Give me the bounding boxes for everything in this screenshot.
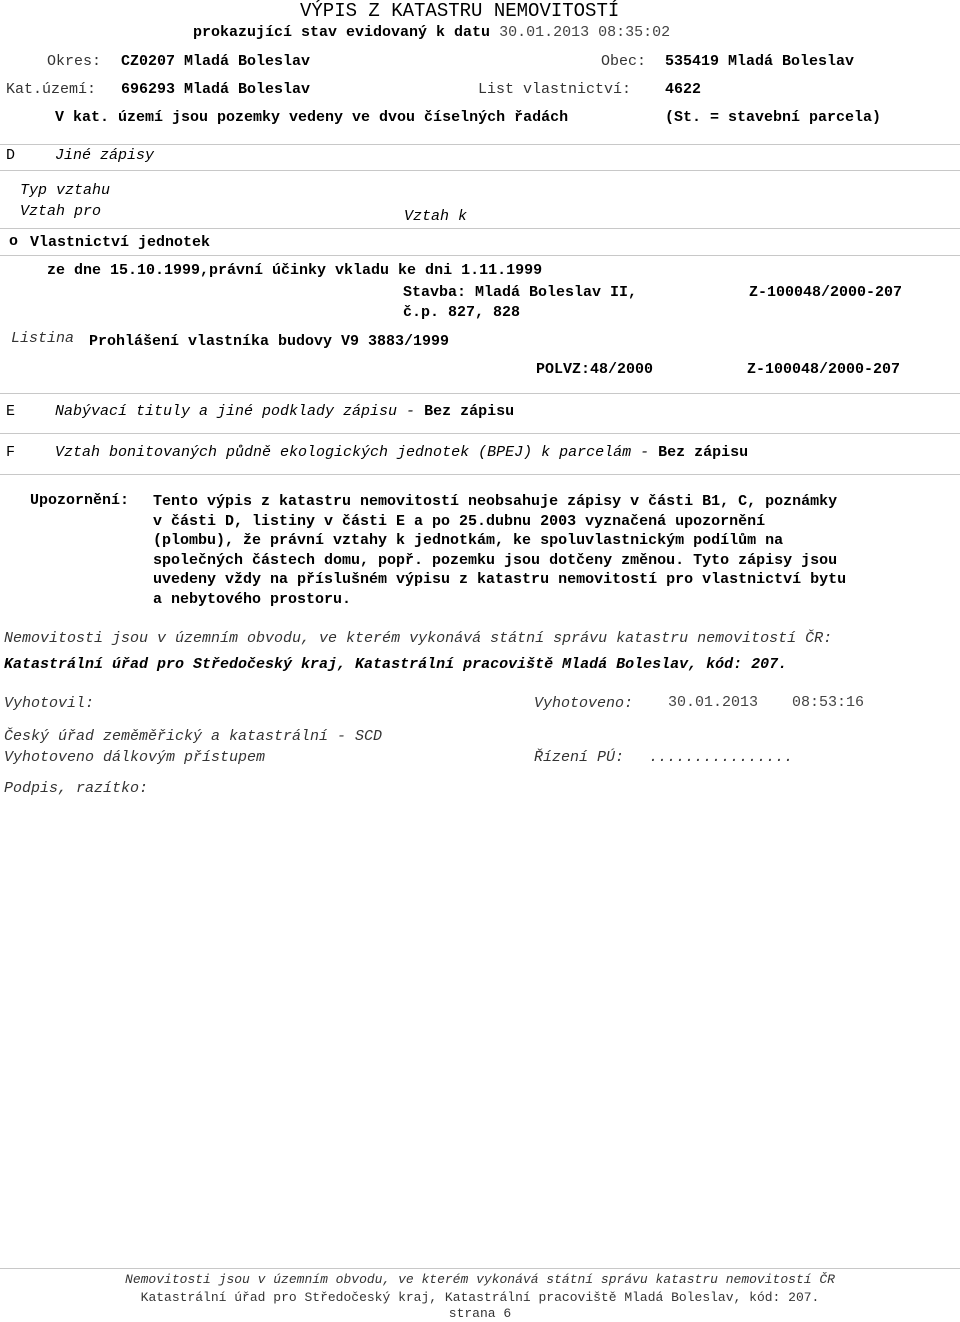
office-name-scd: Český úřad zeměměřický a katastrální - SCD (4, 728, 383, 745)
divider (0, 433, 960, 434)
column-typ-vztahu: Typ vztahu (20, 182, 111, 199)
warning-label: Upozornění: (30, 492, 130, 509)
reference-number: Z-100048/2000-207 (749, 284, 903, 301)
list-vlastnictvi-label: List vlastnictví: (478, 81, 632, 98)
parcel-series-note: V kat. území jsou pozemky vedeny ve dvou číselných řadách (55, 109, 569, 126)
section-f-letter: F (6, 444, 16, 461)
rizeni-value: ................ (649, 749, 794, 766)
vlastnictvi-jednotek-label: Vlastnictví jednotek (30, 234, 211, 251)
section-e-title: Nabývací tituly a jiné podklady zápisu - (55, 403, 416, 420)
obec-label: Obec: (601, 53, 647, 70)
remote-access-note: Vyhotoveno dálkovým přístupem (4, 749, 266, 766)
section-e-letter: E (6, 403, 16, 420)
vyhotoveno-date: 30.01.2013 (668, 694, 759, 711)
list-vlastnictvi-value: 4622 (665, 81, 702, 98)
rizeni-label: Řízení PÚ: (534, 749, 625, 766)
vyhotovil-label: Vyhotovil: (4, 695, 95, 712)
divider (0, 144, 960, 145)
obec-value: 535419 Mladá Boleslav (665, 53, 855, 70)
entry-date: ze dne 15.10.1999,právní účinky vkladu ke dni 1.11.1999 (47, 262, 543, 279)
warning-line: (plombu), že právní vztahy k jednotkám, ke spoluvlastnickým podílům na (153, 532, 784, 549)
divider (0, 170, 960, 171)
section-e-heading (55, 403, 514, 421)
divider (0, 255, 960, 256)
column-vztah-k: Vztah k (404, 208, 468, 225)
okres-label: Okres: (47, 53, 102, 70)
subtitle-datetime: 30.01.2013 08:35:02 (499, 24, 671, 41)
section-f-heading (55, 444, 748, 462)
divider (0, 474, 960, 475)
document-title: VÝPIS Z KATASTRU NEMOVITOSTÍ (300, 0, 620, 22)
stavba-line1: Stavba: Mladá Boleslav II, (403, 284, 638, 301)
office-intro: Nemovitosti jsou v územním obvodu, ve kterém vykonává státní správu katastru nemovitostí ČR: (4, 630, 833, 647)
section-d-letter: D (6, 147, 16, 164)
section-f-title: Vztah bonitovaných půdně ekologických jednotek (BPEJ) k parcelám - (55, 444, 650, 461)
vyhotoveno-time: 08:53:16 (792, 694, 865, 711)
footer-line2: Katastrální úřad pro Středočeský kraj, Katastrální pracoviště Mladá Boleslav, kód: 207. (140, 1290, 820, 1305)
section-f-status: Bez zápisu (658, 444, 749, 461)
kat-uzemi-label: Kat.území: (6, 81, 97, 98)
document-subtitle (193, 24, 670, 42)
section-e-status: Bez zápisu (424, 403, 515, 420)
divider (0, 228, 960, 229)
subtitle-prefix: prokazující stav evidovaný k datu (193, 24, 491, 41)
listina-label: Listina (11, 330, 75, 347)
warning-line: Tento výpis z katastru nemovitostí neobsahuje zápisy v části B1, C, poznámky (153, 493, 838, 510)
divider (0, 393, 960, 394)
kat-uzemi-value: 696293 Mladá Boleslav (121, 81, 311, 98)
stavba-line2: č.p. 827, 828 (403, 304, 521, 321)
reference-number: Z-100048/2000-207 (747, 361, 901, 378)
parcel-series-note-right: (St. = stavební parcela) (665, 109, 882, 126)
warning-line: společných částech domu, popř. pozemku jsou dotčeny změnou. Tyto zápisy jsou (153, 551, 838, 569)
office-name: Katastrální úřad pro Středočeský kraj, Katastrální pracoviště Mladá Boleslav, kód: 207. (4, 656, 788, 673)
page-number: strana 6 (448, 1306, 512, 1321)
vyhotoveno-label: Vyhotoveno: (534, 695, 634, 712)
okres-value: CZ0207 Mladá Boleslav (121, 53, 311, 70)
podpis-label: Podpis, razítko: (4, 780, 149, 797)
column-vztah-pro: Vztah pro (20, 203, 102, 220)
bullet-icon: o (9, 233, 19, 250)
section-d-title: Jiné zápisy (55, 147, 155, 164)
footer-line1: Nemovitosti jsou v územním obvodu, ve kterém vykonává státní správu katastru nemovitostí ČR (125, 1272, 835, 1287)
warning-text (153, 492, 953, 609)
footer-divider (0, 1268, 960, 1269)
listina-value: Prohlášení vlastníka budovy V9 3883/1999 (89, 333, 450, 350)
warning-line: v části D, listiny v části E a po 25.dubnu 2003 vyznačená upozornění (153, 512, 766, 530)
polvz-value: POLVZ:48/2000 (536, 361, 654, 378)
warning-line: a nebytového prostoru. (153, 590, 352, 608)
warning-line: uvedeny vždy na příslušném výpisu z katastru nemovitostí pro vlastnictví bytu (153, 571, 847, 588)
